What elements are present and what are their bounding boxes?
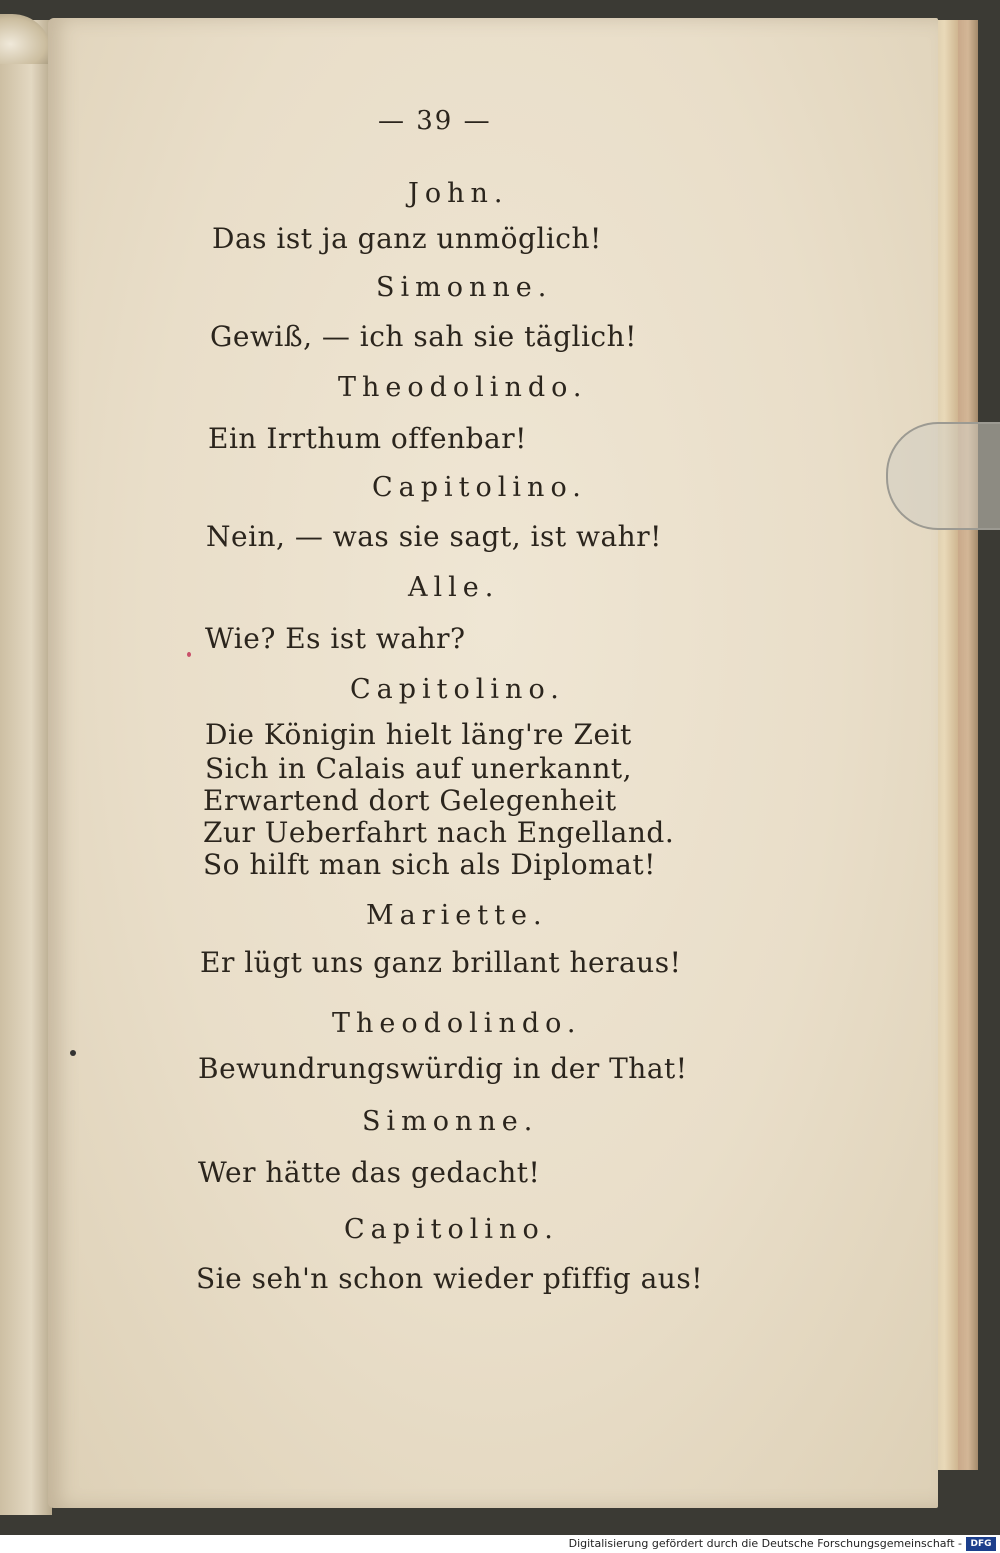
verse-line: Nein, — was sie sagt, ist wahr! [206, 520, 662, 553]
dfg-logo: DFG [966, 1537, 996, 1551]
speaker-name: Capitolino. [350, 674, 565, 705]
verse-line: Wie? Es ist wahr? [205, 622, 466, 655]
verse-line: Das ist ja ganz unmöglich! [212, 222, 602, 255]
verse-line: Bewundrungswürdig in der That! [198, 1052, 688, 1085]
page-clip [886, 422, 1000, 530]
funding-credit: Digitalisierung gefördert durch die Deutsche Forschungsgemeinschaft - [568, 1537, 962, 1550]
speaker-name: Simonne. [362, 1106, 539, 1137]
speaker-name: Mariette. [366, 900, 548, 931]
verse-line: Er lügt uns ganz brillant heraus! [200, 946, 682, 979]
speaker-name: John. [408, 178, 509, 209]
page-number: — 39 — [378, 106, 492, 136]
speaker-name: Capitolino. [372, 472, 587, 503]
verse-line: Wer hätte das gedacht! [198, 1156, 541, 1189]
ink-speck [187, 652, 191, 657]
verse-line: Sich in Calais auf unerkannt, [205, 752, 633, 785]
page-stack-edge-outer [958, 20, 978, 1470]
speaker-name: Simonne. [376, 272, 553, 303]
speaker-name: Theodolindo. [332, 1008, 582, 1039]
verse-line: Sie seh'n schon wieder pfiffig aus! [196, 1262, 703, 1295]
verse-line: Ein Irrthum offenbar! [208, 422, 527, 455]
speaker-name: Capitolino. [344, 1214, 559, 1245]
verse-line: Zur Ueberfahrt nach Engelland. [203, 816, 675, 849]
verse-line: So hilft man sich als Diplomat! [203, 848, 656, 881]
verse-line: Gewiß, — ich sah sie täglich! [210, 320, 637, 353]
speaker-name: Alle. [408, 572, 500, 603]
speaker-name: Theodolindo. [338, 372, 588, 403]
ink-speck [70, 1050, 76, 1056]
facing-page-edge [0, 20, 52, 1515]
verse-line: Die Königin hielt läng're Zeit [205, 718, 632, 751]
verse-line: Erwartend dort Gelegenheit [203, 784, 617, 817]
